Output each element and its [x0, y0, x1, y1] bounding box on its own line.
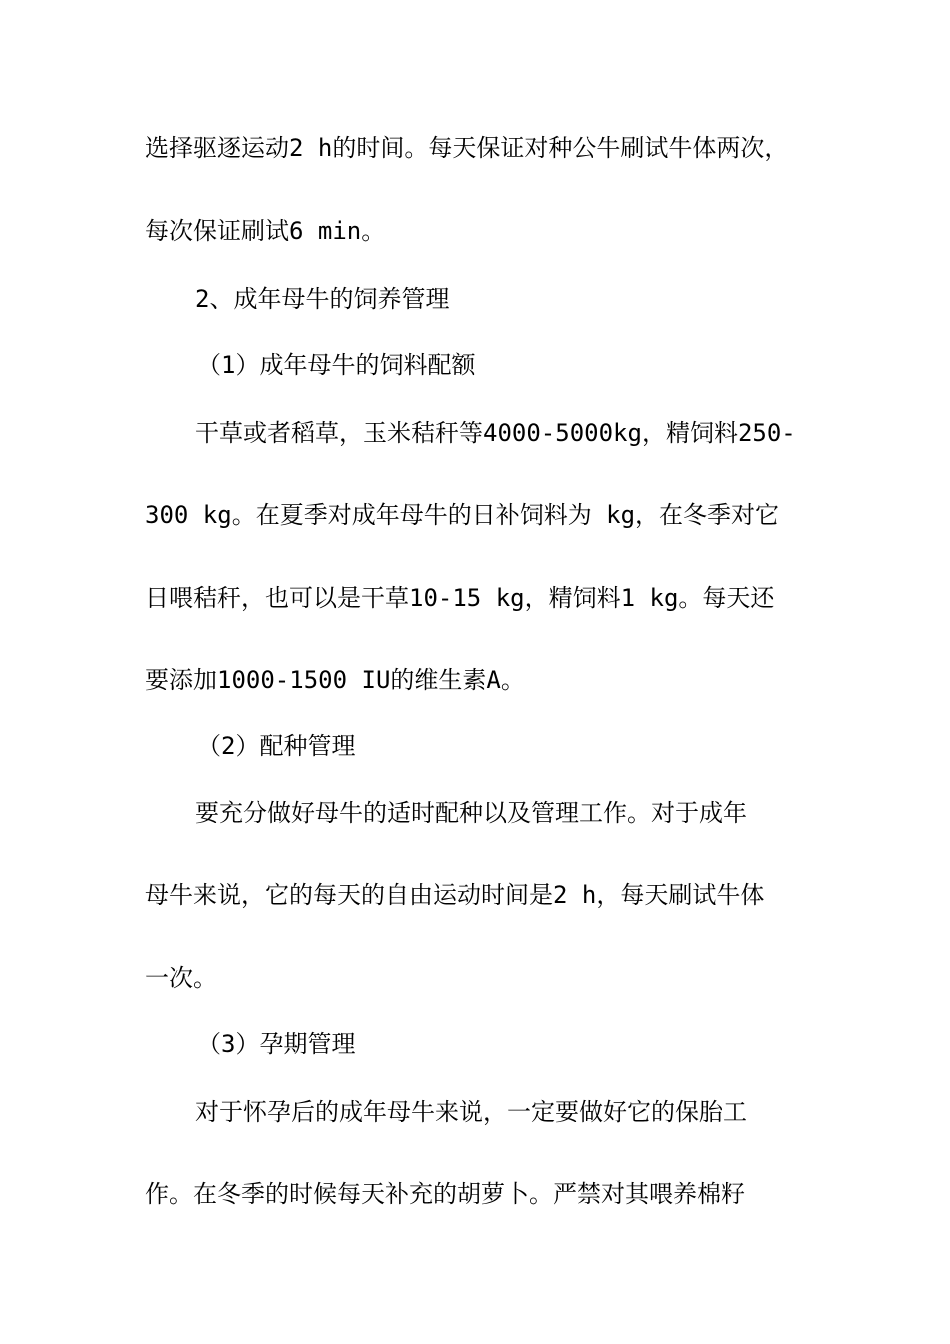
subsection-heading: （1）成年母牛的饲料配额	[197, 351, 476, 379]
body-text-line: 要充分做好母牛的适时配种以及管理工作。对于成年	[195, 799, 747, 827]
body-text-line: 日喂秸秆，也可以是干草10-15 kg，精饲料1 kg。每天还	[145, 584, 775, 612]
body-text-line: 选择驱逐运动2 h的时间。每天保证对种公牛刷试牛体两次，	[145, 134, 789, 162]
body-text-line: 要添加1000-1500 IU的维生素A。	[145, 666, 525, 694]
body-text-line: 每次保证刷试6 min。	[145, 217, 386, 245]
body-text-line: 母牛来说，它的每天的自由运动时间是2 h，每天刷试牛体	[145, 881, 765, 909]
subsection-heading: （3）孕期管理	[197, 1030, 356, 1058]
body-text-line: 300 kg。在夏季对成年母牛的日补饲料为 kg，在冬季对它	[145, 501, 780, 529]
section-heading: 2、成年母牛的饲养管理	[195, 285, 450, 313]
body-text-line: 作。在冬季的时候每天补充的胡萝卜。严禁对其喂养棉籽	[145, 1180, 745, 1208]
body-text-line: 对于怀孕后的成年母牛来说，一定要做好它的保胎工	[195, 1098, 747, 1126]
subsection-heading: （2）配种管理	[197, 732, 356, 760]
body-text-line: 一次。	[145, 964, 217, 992]
body-text-line: 干草或者稻草，玉米秸秆等4000-5000kg，精饲料250-	[195, 419, 796, 447]
